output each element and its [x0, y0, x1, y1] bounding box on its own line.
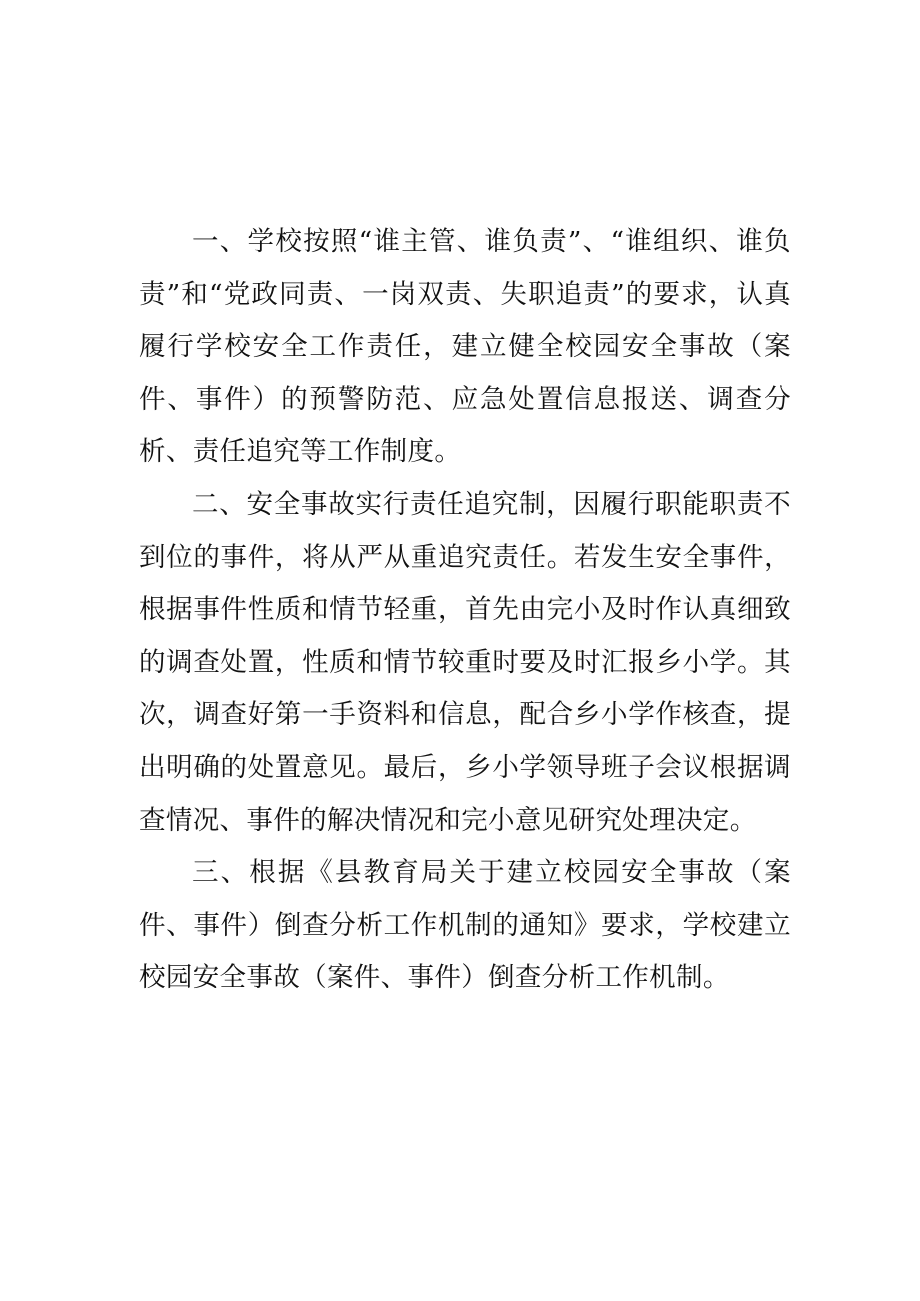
paragraph-3: 三、根据《县教育局关于建立校园安全事故（案件、事件）倒查分析工作机制的通知》要求，学校建立校园安全事故（案件、事件）倒查分析工作机制。	[139, 857, 791, 994]
paragraph-2: 二、安全事故实行责任追究制，因履行职能职责不到位的事件，将从严从重追究责任。若发生安全事件，根据事件性质和情节轻重，首先由完小及时作认真细致的调查处置，性质和情节较重时要及时汇报乡小学。其次，调查好第一手资料和信息，配合乡小学作核查，提出明确的处置意见。最后，乡小学领导班子会议根据调查情况、事件的解决情况和完小意见研究处理决定。	[139, 488, 791, 836]
document-body	[139, 216, 791, 1005]
paragraph-1: 一、学校按照“谁主管、谁负责”、“谁组织、谁负责”和“党政同责、一岗双责、失职追责”的要求，认真履行学校安全工作责任，建立健全校园安全事故（案件、事件）的预警防范、应急处置信息报送、调查分析、责任追究等工作制度。	[139, 226, 791, 468]
